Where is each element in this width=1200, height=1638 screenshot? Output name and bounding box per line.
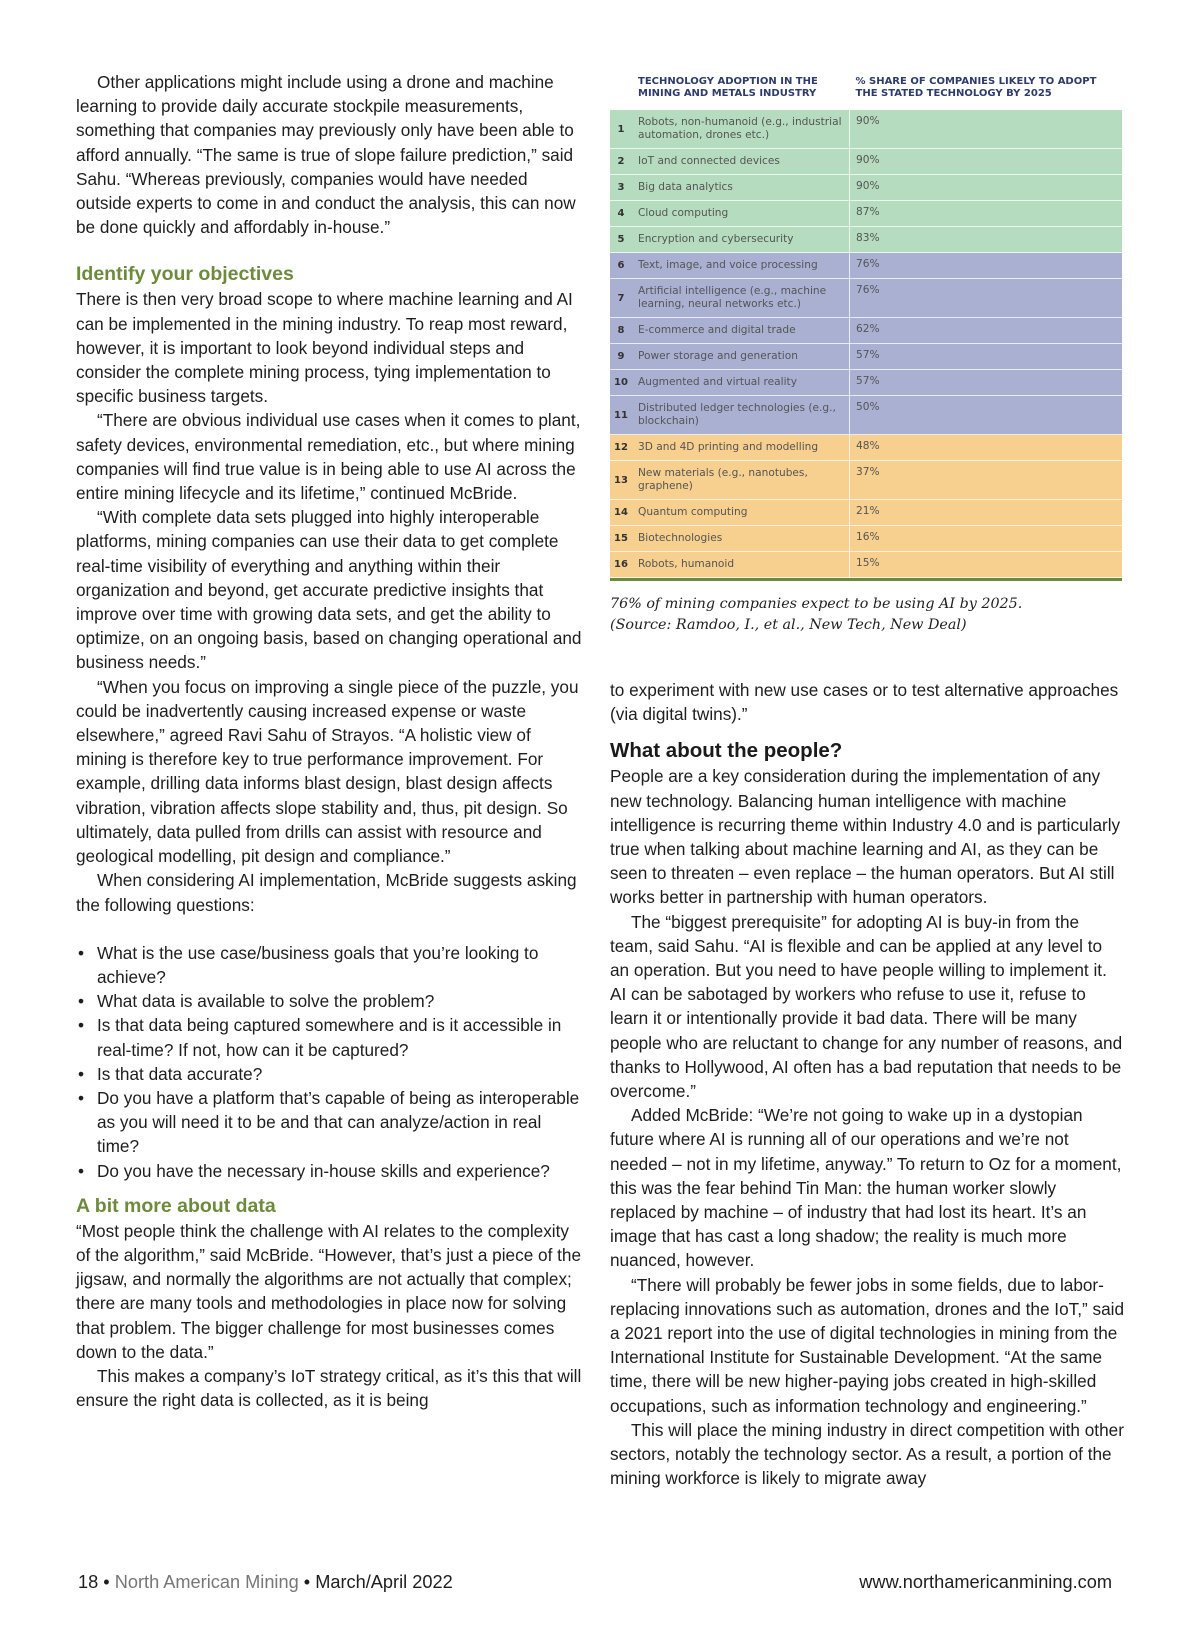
- paragraph: When considering AI implementation, McBride suggests asking the following questions:: [76, 870, 577, 915]
- table-row: [610, 109, 1122, 149]
- row-number: 11: [610, 396, 632, 435]
- paragraph: Added McBride: “We’re not going to wake up in a dystopian future where AI is running all of our operations and we’re not needed – not in my lifetime, anyway.” To return to Oz for a moment, this was the fear behind Tin Man: the human worker slowly replaced by machine – of industry that had lost its heart. It’s an image that has cast a long shadow; the reality is much more nuanced, however.: [610, 1105, 1122, 1271]
- technology-adoption-table: [610, 70, 1122, 578]
- technology-cell: E-commerce and digital trade: [632, 318, 850, 344]
- row-number: 10: [610, 370, 632, 396]
- paragraph: “There will probably be fewer jobs in some fields, due to labor-replacing innovations such as automation, drones and the IoT,” said a 2021 report into the use of digital technologies in mining from the International Institute for Sustainable Development. “At the same time, there will be new higher-paying jobs created in high-skilled occupations, such as information technology and engineering.”: [610, 1274, 1125, 1416]
- row-number: 13: [610, 461, 632, 500]
- table-row: [610, 370, 1122, 396]
- share-cell: 21%: [850, 500, 1123, 526]
- paragraph: Other applications might include using a drone and machine learning to provide daily accurate stockpile measurements, something that companies may previously only have been able to afford annually. “The same is true of slope failure prediction,” said Sahu. “Whereas previously, companies would have needed outside experts to come in and conduct the analysis, this can now be done quickly and affordably in-house.”: [76, 72, 576, 238]
- table-row: [610, 461, 1122, 500]
- technology-cell: Augmented and virtual reality: [632, 370, 850, 396]
- paragraph: “There are obvious individual use cases when it comes to plant, safety devices, environmental remediation, etc., but where mining companies will find true value is in being able to use AI across the entire mining lifecycle and its lifetime,” continued McBride.: [76, 410, 581, 504]
- share-cell: 76%: [850, 253, 1123, 279]
- paragraph: This makes a company’s IoT strategy critical, as it’s this that will ensure the right data is collected, as it is being: [76, 1365, 582, 1411]
- row-number: 15: [610, 526, 632, 552]
- issue-date: March/April 2022: [315, 1572, 453, 1592]
- footer-website[interactable]: www.northamericanmining.com: [859, 1572, 1112, 1592]
- caption-line: 76% of mining companies expect to be using AI by 2025.: [610, 596, 1023, 612]
- table-header-row: [610, 70, 1122, 109]
- row-number: 9: [610, 344, 632, 370]
- technology-cell: 3D and 4D printing and modelling: [632, 435, 850, 461]
- list-item: • What data is available to solve the problem?: [76, 989, 584, 1013]
- table-figure: [610, 70, 1125, 636]
- paragraph: “When you focus on improving a single piece of the puzzle, you could be inadvertently causing increased expense or waste elsewhere,” agreed Ravi Sahu of Strayos. “A holistic view of mining is therefore key to true performance improvement. For example, drilling data informs blast design, blast design affects vibration, vibration affects slope stability and, thus, pit design. So ultimately, data pulled from drills can assist with resource and geological modelling, pit design and compliance.”: [76, 676, 579, 867]
- left-column: [76, 70, 584, 1412]
- share-cell: 16%: [850, 526, 1123, 552]
- share-cell: 87%: [850, 201, 1123, 227]
- technology-cell: Distributed ledger technologies (e.g., blockchain): [632, 396, 850, 435]
- right-column: [610, 70, 1125, 1491]
- table-bottom-rule: [610, 578, 1122, 581]
- list-item: • Do you have the necessary in-house skills and experience?: [76, 1159, 584, 1183]
- row-number: 1: [610, 109, 632, 149]
- technology-cell: Artificial intelligence (e.g., machine learning, neural networks etc.): [632, 279, 850, 318]
- list-item: • Do you have a platform that’s capable of being as interoperable as you will need it to be and that can analyze/action in real time?: [76, 1086, 584, 1159]
- row-number: 6: [610, 253, 632, 279]
- share-cell: 76%: [850, 279, 1123, 318]
- technology-cell: Cloud computing: [632, 201, 850, 227]
- caption-source: (Source: Ramdoo, I., et al., New Tech, New Deal): [610, 617, 967, 633]
- share-cell: 90%: [850, 149, 1123, 175]
- page-number: 18: [78, 1572, 99, 1592]
- technology-cell: Big data analytics: [632, 175, 850, 201]
- table-row: [610, 552, 1122, 578]
- header-technology: TECHNOLOGY ADOPTION IN THE MINING AND METALS INDUSTRY: [632, 70, 850, 109]
- paragraph: People are a key consideration during the implementation of any new technology. Balancing human intelligence with machine intelligence is recurring theme within Industry 4.0 and is particularly true when talking about machine learning and AI, as they can be seen to threaten – even replace – the human operators. But AI still works better in partnership with human operators.: [610, 766, 1121, 908]
- technology-cell: IoT and connected devices: [632, 149, 850, 175]
- figure-caption: [610, 594, 1125, 636]
- table-row: [610, 201, 1122, 227]
- technology-cell: New materials (e.g., nanotubes, graphene): [632, 461, 850, 500]
- header-number: [610, 70, 632, 109]
- row-number: 4: [610, 201, 632, 227]
- footer-separator: •: [103, 1572, 110, 1592]
- row-number: 16: [610, 552, 632, 578]
- table-body: [610, 109, 1122, 578]
- table-row: [610, 149, 1122, 175]
- table-row: [610, 227, 1122, 253]
- table-row: [610, 279, 1122, 318]
- technology-cell: Power storage and generation: [632, 344, 850, 370]
- paragraph: “With complete data sets plugged into highly interoperable platforms, mining companies can use their data to get complete real-time visibility of everything and anything within their organization and beyond, get accurate predictive insights that improve over time with growing data sets, and get the ability to optimize, on an ongoing basis, based on changing operational and business needs.”: [76, 507, 582, 673]
- share-cell: 90%: [850, 175, 1123, 201]
- share-cell: 50%: [850, 396, 1123, 435]
- share-cell: 83%: [850, 227, 1123, 253]
- section-heading-people: What about the people?: [610, 739, 843, 763]
- table-row: [610, 526, 1122, 552]
- section-heading-objectives: Identify your objectives: [76, 263, 294, 286]
- table-row: [610, 396, 1122, 435]
- paragraph: “Most people think the challenge with AI relates to the complexity of the algorithm,” said McBride. “However, that’s just a piece of the jigsaw, and normally the algorithms are not actually that complex; there are many tools and methodologies in place now for solving that problem. The bigger challenge for most businesses comes down to the data.”: [76, 1220, 582, 1362]
- technology-cell: Robots, non-humanoid (e.g., industrial automation, drones etc.): [632, 109, 850, 149]
- header-share: % SHARE OF COMPANIES LIKELY TO ADOPT THE STATED TECHNOLOGY BY 2025: [850, 70, 1123, 109]
- footer-folio: [78, 1572, 453, 1593]
- table-row: [610, 253, 1122, 279]
- table-row: [610, 318, 1122, 344]
- share-cell: 57%: [850, 370, 1123, 396]
- technology-cell: Quantum computing: [632, 500, 850, 526]
- technology-cell: Text, image, and voice processing: [632, 253, 850, 279]
- technology-cell: Biotechnologies: [632, 526, 850, 552]
- share-cell: 57%: [850, 344, 1123, 370]
- list-item: • Is that data being captured somewhere and is it accessible in real-time? If not, how can it be captured?: [76, 1013, 584, 1061]
- row-number: 14: [610, 500, 632, 526]
- paragraph: The “biggest prerequisite” for adopting AI is buy-in from the team, said Sahu. “AI is flexible and can be applied at any level to an operation. But you need to have people willing to implement it. AI can be sabotaged by workers who refuse to use it, refuse to learn it or intentionally provide it bad data. There will be many people who are reluctant to change for any number of reasons, and thanks to Hollywood, AI often has a bad reputation that needs to be overcome.”: [610, 911, 1123, 1102]
- share-cell: 37%: [850, 461, 1123, 500]
- table-row: [610, 435, 1122, 461]
- row-number: 8: [610, 318, 632, 344]
- list-item: • What is the use case/business goals that you’re looking to achieve?: [76, 941, 584, 989]
- row-number: 3: [610, 175, 632, 201]
- paragraph: This will place the mining industry in direct competition with other sectors, notably the technology sector. As a result, a portion of the mining workforce is likely to migrate away: [610, 1419, 1124, 1489]
- row-number: 12: [610, 435, 632, 461]
- row-number: 2: [610, 149, 632, 175]
- share-cell: 48%: [850, 435, 1123, 461]
- row-number: 5: [610, 227, 632, 253]
- table-row: [610, 500, 1122, 526]
- section-heading-data: A bit more about data: [76, 1194, 276, 1217]
- share-cell: 90%: [850, 109, 1123, 149]
- share-cell: 62%: [850, 318, 1123, 344]
- magazine-name: North American Mining: [114, 1572, 299, 1592]
- row-number: 7: [610, 279, 632, 318]
- paragraph: to experiment with new use cases or to test alternative approaches (via digital twins).”: [610, 680, 1119, 725]
- share-cell: 15%: [850, 552, 1123, 578]
- table-row: [610, 175, 1122, 201]
- question-list: [76, 941, 584, 1183]
- technology-cell: Robots, humanoid: [632, 552, 850, 578]
- technology-cell: Encryption and cybersecurity: [632, 227, 850, 253]
- list-item: • Is that data accurate?: [76, 1062, 584, 1086]
- footer-separator: •: [303, 1572, 311, 1592]
- paragraph: There is then very broad scope to where machine learning and AI can be implemented in the mining industry. To reap most reward, however, it is important to look beyond individual steps and consider the complete mining process, tying implementation to specific business targets.: [76, 289, 573, 407]
- table-row: [610, 344, 1122, 370]
